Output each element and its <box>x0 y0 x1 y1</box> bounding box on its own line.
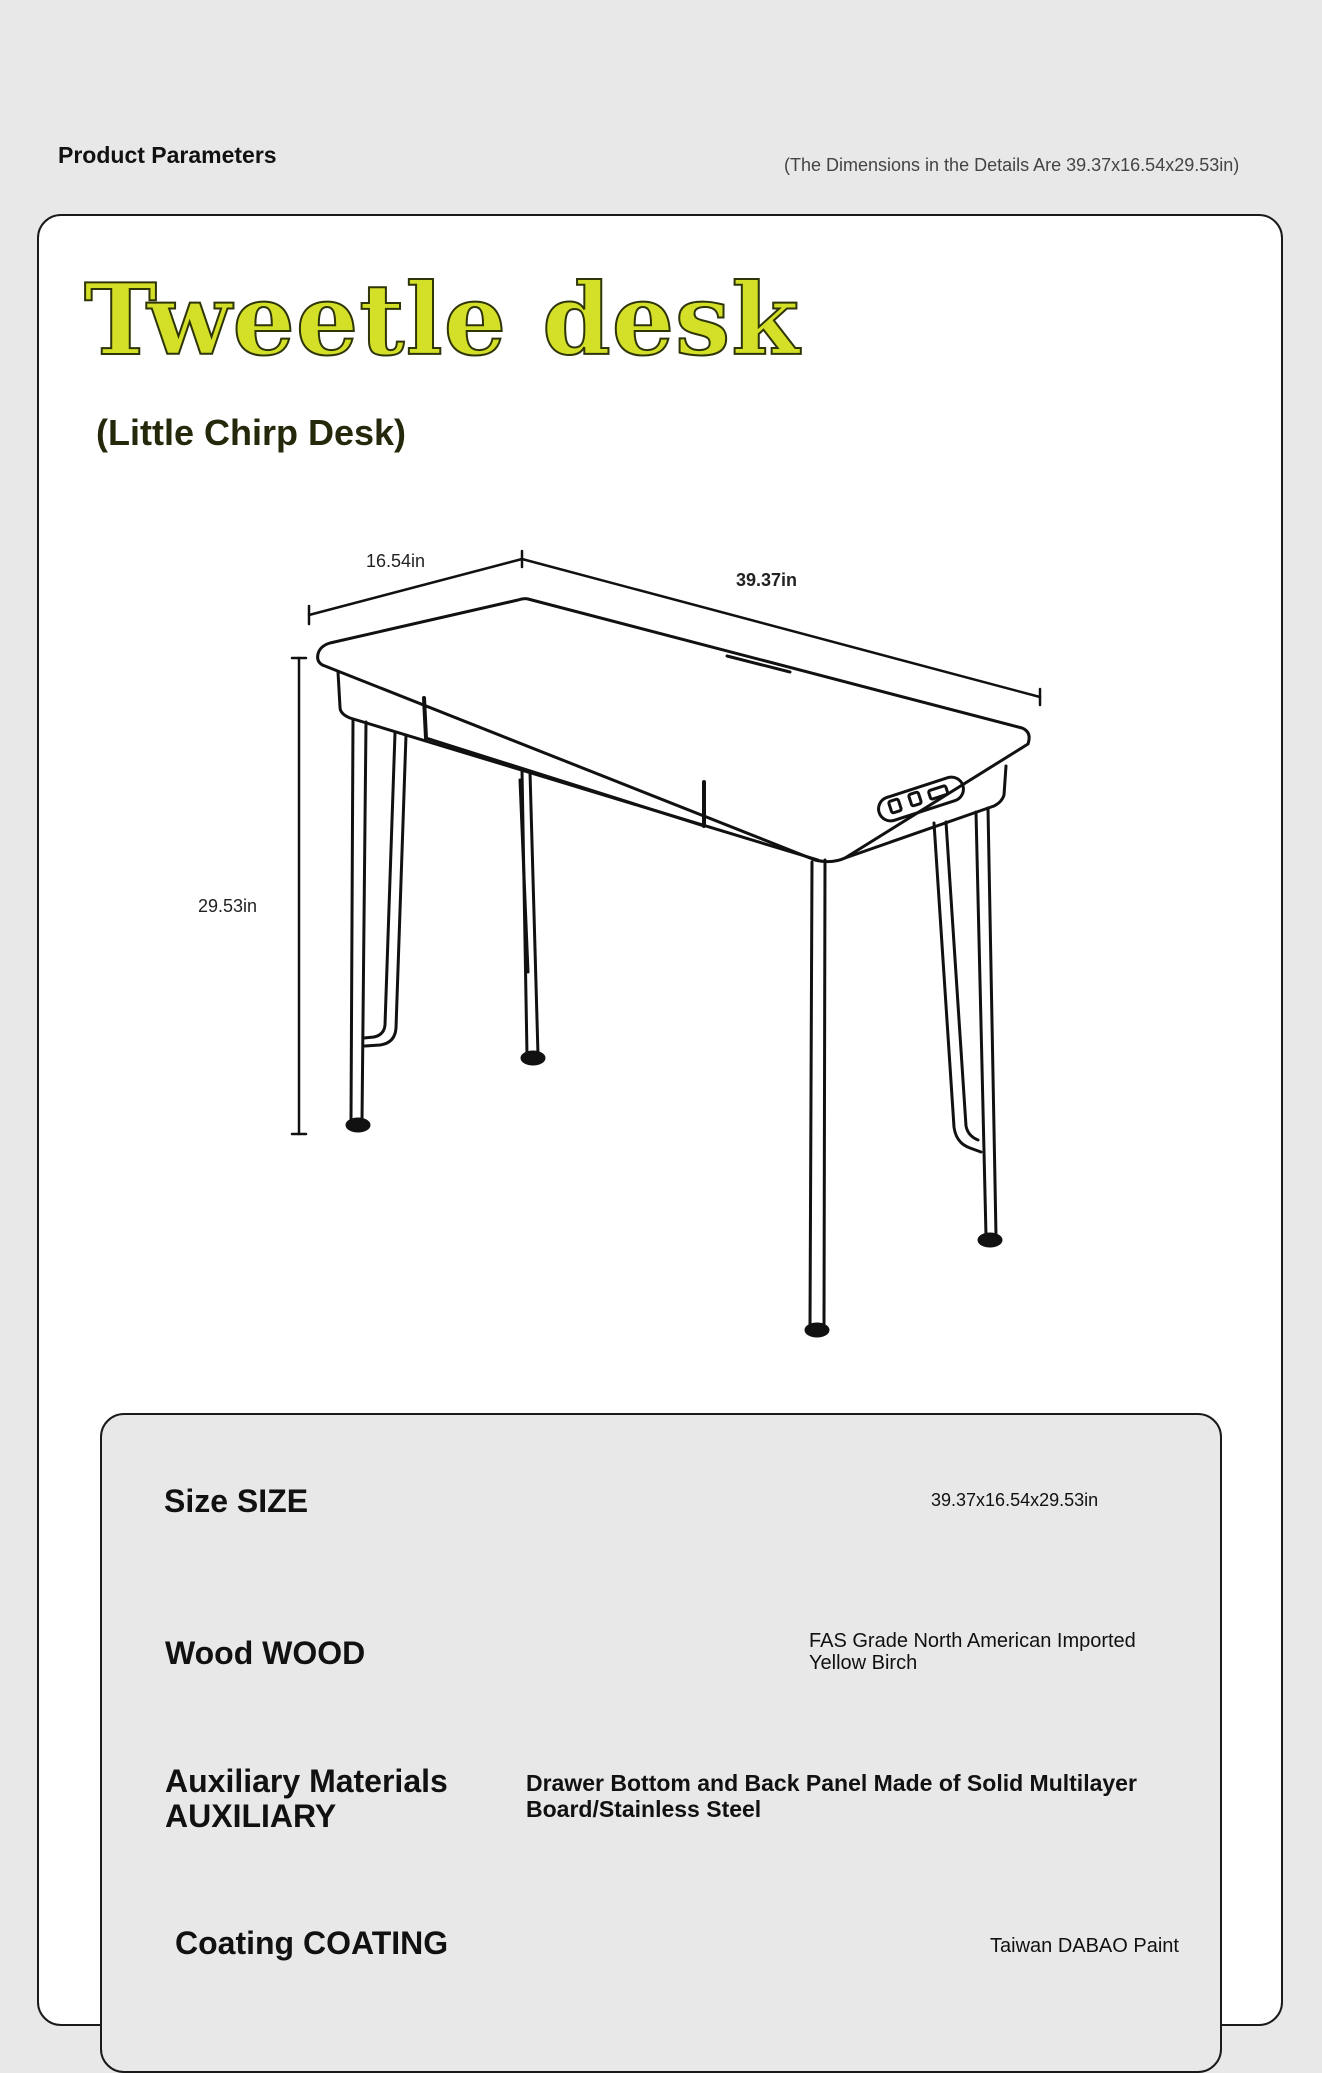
width-dimension-label: 16.54in <box>366 551 426 571</box>
spec-value-size: 39.37x16.54x29.53in <box>931 1490 1099 1510</box>
product-subtitle: (Little Chirp Desk) <box>96 412 407 453</box>
spec-label-coating: Coating COATING <box>175 1925 449 1961</box>
spec-label-wood: Wood WOOD <box>165 1635 366 1671</box>
desk-legs <box>347 720 1001 1336</box>
length-dimension-label: 39.37in <box>736 570 798 590</box>
spec-label-auxiliary: Auxiliary Materials AUXILIARY <box>165 1763 448 1834</box>
section-title: Product Parameters <box>58 142 277 168</box>
spec-value-auxiliary: Drawer Bottom and Back Panel Made of Solid Multilayer Board/Stainless Steel <box>526 1770 1137 1822</box>
dimension-note: (The Dimensions in the Details Are 39.37x16.54x29.53in) <box>784 155 1240 175</box>
spec-value-coating: Taiwan DABAO Paint <box>990 1935 1179 1957</box>
spec-label-size: Size SIZE <box>164 1483 309 1519</box>
desk-top <box>318 599 1030 862</box>
dimension-lines <box>292 551 1040 1134</box>
spec-value-wood: FAS Grade North American Imported Yellow Birch <box>809 1630 1136 1675</box>
product-name: Tweetle desk <box>84 263 801 378</box>
height-dimension-label: 29.53in <box>198 896 258 916</box>
